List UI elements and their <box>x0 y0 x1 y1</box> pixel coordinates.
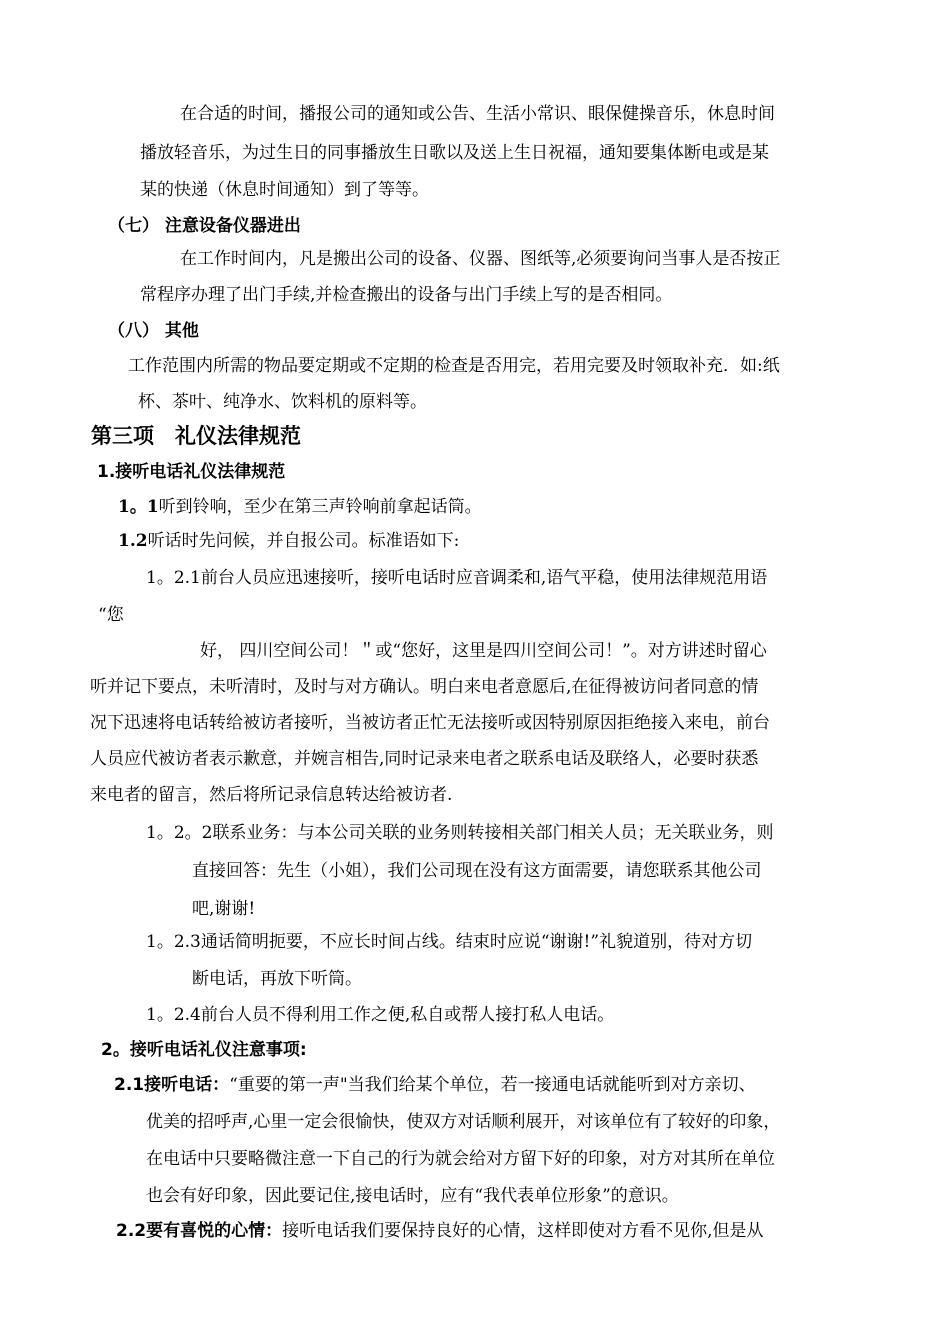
subsection-heading: 1.接听电话礼仪法律规范 <box>97 462 286 482</box>
paragraph-line: 某的快递（休息时间通知）到了等等。 <box>140 180 429 200</box>
item-text: 听到铃响，至少在第三声铃响前拿起话筒。 <box>158 497 482 517</box>
paragraph-line: 优美的招呼声,心里一定会很愉快，使双方对话顺利展开，对该单位有了较好的印象， <box>146 1112 781 1132</box>
section-heading: （八） 其他 <box>108 321 199 341</box>
paragraph-line: 吧,谢谢! <box>192 899 256 919</box>
paragraph-line: 直接回答：先生（小姐），我们公司现在没有这方面需要，请您联系其他公司 <box>192 861 762 881</box>
paragraph-line: 在电话中只要略微注意一下自己的行为就会给对方留下好的印象，对方对其所在单位 <box>146 1149 775 1169</box>
paragraph-line: 常程序办理了出门手续,并检查搬出的设备与出门手续上写的是否相同。 <box>140 285 673 305</box>
item-text: 接听电话我们要保持良好的心情，这样即使对方看不见你,但是从 <box>282 1221 764 1241</box>
item-text: “重要的第一声"当我们给某个单位，若一接通电话就能听到对方亲切、 <box>229 1075 756 1095</box>
item-number: 1。1 <box>118 497 159 517</box>
item-heading: 2.2要有喜悦的心情： <box>116 1221 283 1241</box>
paragraph-line: 工作范围内所需的物品要定期或不定期的检查是否用完，若用完要及时领取补充．如:纸 <box>128 356 780 376</box>
paragraph-line: 也会有好印象，因此要记住,接电话时，应有“我代表单位形象”的意识。 <box>146 1186 679 1206</box>
paragraph-line: 1。2。2联系业务：与本公司关联的业务则转接相关部门相关人员；无关联业务，则 <box>146 823 774 843</box>
paragraph-line: 1。2.4前台人员不得利用工作之便,私自或帮人接打私人电话。 <box>146 1005 615 1025</box>
chapter-heading: 第三项 礼仪法律规范 <box>91 424 301 448</box>
list-item <box>118 496 482 518</box>
item-heading: 2.1接听电话： <box>114 1075 230 1095</box>
paragraph-line: 来电者的留言，然后将所记录信息转达给被访者. <box>90 785 453 805</box>
paragraph-line: 在工作时间内，凡是搬出公司的设备、仪器、图纸等,必须要询问当事人是否按正 <box>180 249 781 269</box>
paragraph-line: 况下迅速将电话转给被访者接听，当被访者正忙无法接听或因特别原因拒绝接入来电，前台 <box>90 713 770 733</box>
item-text: 听话时先问候，并自报公司。标准语如下: <box>147 531 460 551</box>
item-number: 1.2 <box>118 531 148 551</box>
paragraph-line: 在合适的时间，播报公司的通知或公告、生活小常识、眼保健操音乐，休息时间 <box>180 104 775 124</box>
list-item <box>114 1074 756 1096</box>
section-heading: （七） 注意设备仪器进出 <box>108 216 301 236</box>
paragraph-line: 断电话，再放下听筒。 <box>192 969 362 989</box>
paragraph-line: 1。2.3通话简明扼要，不应长时间占线。结束时应说“谢谢!”礼貌道别，待对方切 <box>146 932 753 952</box>
list-item <box>118 530 459 552</box>
subsection-heading: 2。接听电话礼仪注意事项: <box>101 1040 307 1060</box>
paragraph-line: 1。2.1前台人员应迅速接听，接听电话时应音调柔和,语气平稳，使用法律规范用语 <box>146 568 768 588</box>
paragraph-line: 人员应代被访者表示歉意，并婉言相告,同时记录来电者之联系电话及联络人，必要时获悉 <box>90 749 759 769</box>
paragraph-line: 听并记下要点，未听清时，及时与对方确认。明白来电者意愿后,在征得被访问者同意的情 <box>90 677 759 697</box>
paragraph-line: “您 <box>98 605 124 625</box>
paragraph-line: 杯、茶叶、纯净水、饮料机的原料等。 <box>138 392 427 412</box>
paragraph-line: 好， 四川空间公司！＂或“您好，这里是四川空间公司！”。对方讲述时留心 <box>200 641 767 661</box>
list-item <box>116 1220 764 1242</box>
paragraph-line: 播放轻音乐，为过生日的同事播放生日歌以及送上生日祝福，通知要集体断电或是某 <box>140 143 769 163</box>
